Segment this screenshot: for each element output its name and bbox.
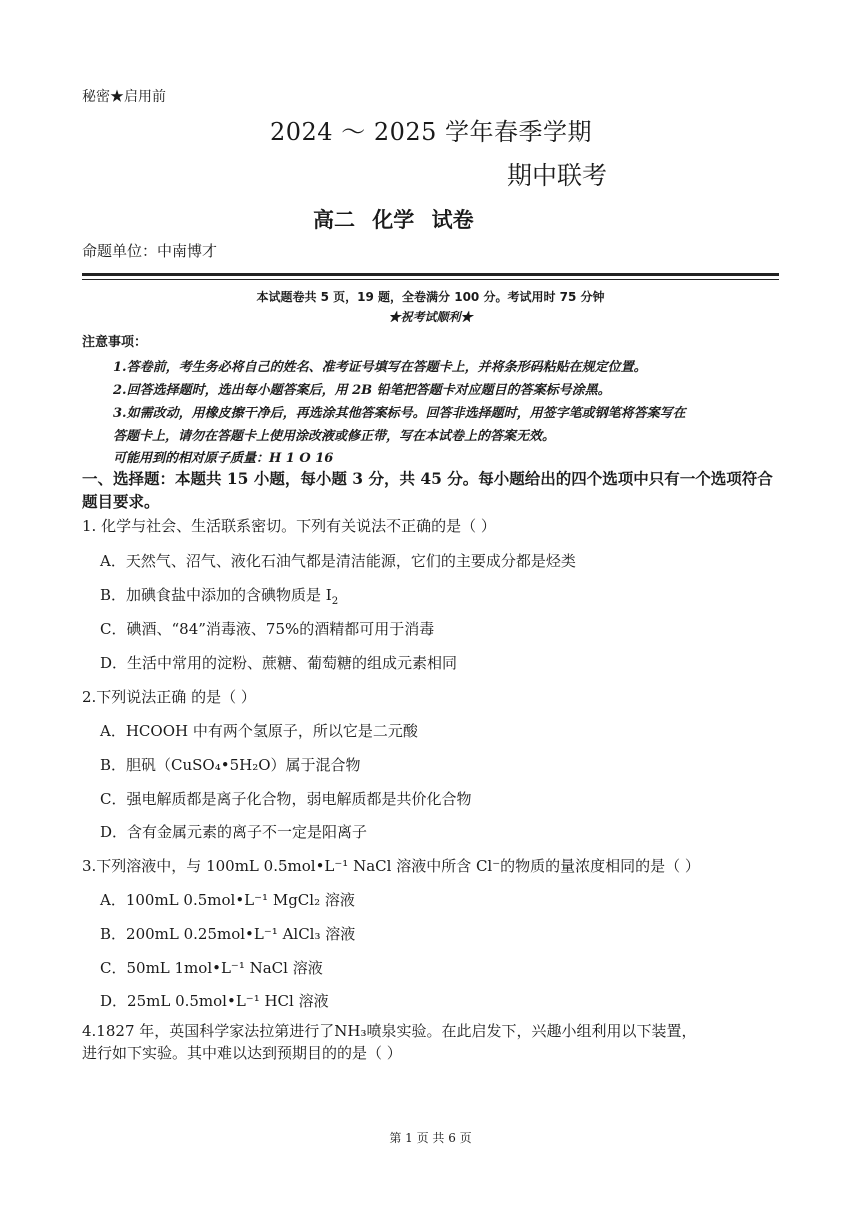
- question-4-stem-line1: 4.1827 年，英国科学家法拉第进行了NH₃喷泉实验。在此启发下，兴趣小组利用以下装置，: [82, 1022, 697, 1040]
- exam-info-line: 本试题卷共 5 页，19 题，全卷满分 100 分。考试用时 75 分钟: [256, 290, 605, 304]
- page-footer: 第 1 页 共 6 页: [389, 1131, 472, 1145]
- question-2-option-a: A．HCOOH 中有两个氢原子，所以它是二元酸: [100, 722, 418, 740]
- option-b-text: B．加碘食盐中添加的含碘物质是 I: [100, 586, 332, 604]
- question-3-option-c: C．50mL 1mol•L⁻¹ NaCl 溶液: [100, 959, 323, 977]
- atomic-mass-note: 可能用到的相对原子质量：H 1 O 16: [113, 451, 334, 466]
- subject-title: 高二 化学 试卷: [313, 207, 474, 232]
- note-item: 答题卡上，请勿在答题卡上使用涂改液或修正带，写在本试卷上的答案无效。: [113, 429, 556, 444]
- note-item: 3.如需改动，用橡皮擦干净后，再选涂其他答案标号。回答非选择题时，用签字笔或钢笔将答案写在: [113, 406, 686, 421]
- question-1-option-c: C．碘酒、“84”消毒液、75%的酒精都可用于消毒: [100, 620, 435, 638]
- question-3-option-d: D．25mL 0.5mol•L⁻¹ HCl 溶液: [100, 992, 329, 1010]
- confidential-mark: 秘密★启用前: [82, 89, 166, 105]
- question-1-option-d: D．生活中常用的淀粉、蔗糖、葡萄糖的组成元素相同: [100, 654, 458, 672]
- question-2-option-c: C．强电解质都是离子化合物，弱电解质都是共价化合物: [100, 790, 472, 808]
- question-2-stem: 2.下列说法正确 的是（ ）: [82, 688, 256, 706]
- question-2-option-d: D．含有金属元素的离子不一定是阳离子: [100, 823, 368, 841]
- question-1-option-b: [100, 584, 338, 607]
- question-3-option-a: A．100mL 0.5mol•L⁻¹ MgCl₂ 溶液: [100, 891, 355, 909]
- question-3-option-b: B．200mL 0.25mol•L⁻¹ AlCl₃ 溶液: [100, 925, 356, 943]
- question-4-stem-line2: 进行如下实验。其中难以达到预期目的的是（ ）: [82, 1044, 402, 1062]
- exam-year-title: 2024 ～ 2025 学年春季学期: [270, 118, 593, 146]
- question-3-stem: 3.下列溶液中，与 100mL 0.5mol•L⁻¹ NaCl 溶液中所含 Cl⁻的物质的量浓度相同的是（ ）: [82, 857, 700, 875]
- section-one-heading: 一、选择题：本题共 15 小题，每小题 3 分，共 45 分。每小题给出的四个选项中只有一个选项符合题目要求。: [82, 469, 773, 511]
- exam-name-title: 期中联考: [507, 161, 608, 190]
- good-luck-line: ★祝考试顺利★: [388, 310, 473, 324]
- header-divider-thick: [82, 273, 779, 276]
- note-item: 2.回答选择题时，选出每小题答案后，用 2B 铅笔把答题卡对应题目的答案标号涂黑。: [113, 383, 611, 398]
- question-2-option-b: B．胆矾（CuSO₄•5H₂O）属于混合物: [100, 756, 361, 774]
- note-item: 1.答卷前，考生务必将自己的姓名、准考证号填写在答题卡上，并将条形码粘贴在规定位置。: [113, 360, 647, 375]
- question-1-option-a: A．天然气、沼气、液化石油气都是清洁能源，它们的主要成分都是烃类: [100, 552, 576, 570]
- notes-heading: 注意事项：: [82, 335, 148, 350]
- subscript: 2: [331, 596, 339, 607]
- author-unit: 命题单位：中南博才: [82, 242, 218, 260]
- question-1-stem: 1. 化学与社会、生活联系密切。下列有关说法不正确的是（ ）: [82, 517, 496, 535]
- header-divider-thin: [82, 279, 779, 280]
